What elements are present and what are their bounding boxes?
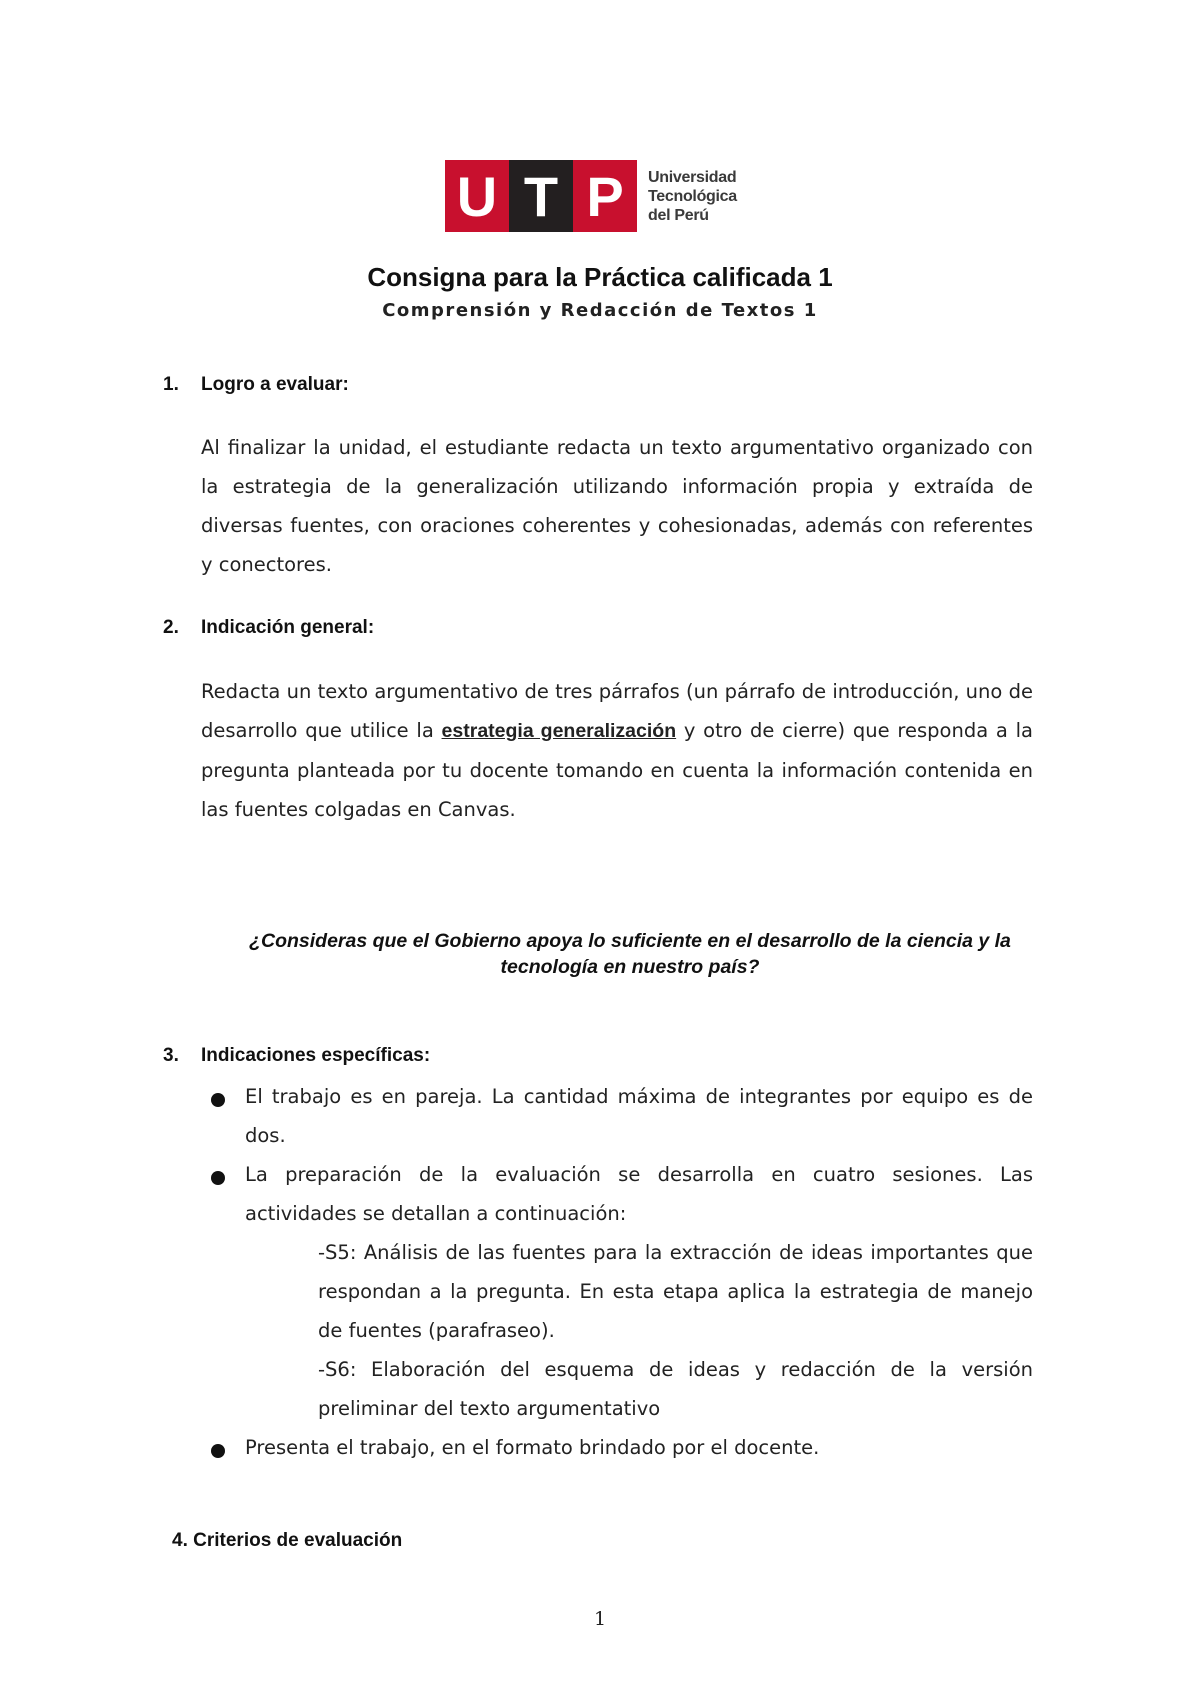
- section-2-heading: [163, 617, 374, 639]
- logo-text-line-2: Tecnológica: [648, 187, 737, 205]
- logo-letters: [445, 160, 637, 232]
- section-3-title: Indicaciones específicas:: [201, 1045, 431, 1066]
- document-subtitle: Comprensión y Redacción de Textos 1: [382, 300, 818, 321]
- section-4-heading: [172, 1530, 402, 1552]
- section-2-body-end: y otro de cierre) que responda a la pregunta planteada por tu docente tomando en cuenta la información contenida en las fuentes colgadas en Canvas.: [201, 719, 1033, 821]
- document-title: Consigna para la Práctica calificada 1: [367, 262, 833, 292]
- page-number: 1: [593, 1608, 607, 1630]
- logo-text-line-3: del Perú: [648, 206, 709, 224]
- logo-wordmark: [648, 168, 737, 225]
- utp-logo: [445, 160, 737, 232]
- logo-letter-p: P: [573, 160, 637, 232]
- section-1-number: 1.: [163, 374, 179, 395]
- sub-item-s5: -S5: Análisis de las fuentes para la extracción de ideas importantes que respondan a la pregunta. En esta etapa aplica la estrategia de manejo de fuentes (parafraseo).: [318, 1241, 1033, 1342]
- section-3-heading: [163, 1045, 430, 1067]
- section-1-body: Al finalizar la unidad, el estudiante redacta un texto argumentativo organizado con la estrategia de la generalización utilizando información propia y extraída de diversas fuentes, con oraciones coherentes y cohesionadas, además con referentes y conectores.: [201, 436, 1033, 576]
- section-3-number: 3.: [163, 1045, 179, 1066]
- section-1-title: Logro a evaluar:: [201, 374, 349, 395]
- logo-letter-u: U: [445, 160, 509, 232]
- bullet-item-2: La preparación de la evaluación se desarrolla en cuatro sesiones. Las actividades se detallan a continuación:: [245, 1163, 1033, 1225]
- section-2-body-emphasis: estrategia generalización: [441, 720, 677, 742]
- logo-letter-t: T: [509, 160, 573, 232]
- section-2-title: Indicación general:: [201, 617, 375, 638]
- bullet-dot: [211, 1444, 225, 1458]
- section-2-number: 2.: [163, 617, 179, 638]
- bullet-item-3: Presenta el trabajo, en el formato brindado por el docente.: [245, 1436, 820, 1459]
- sub-item-s6: -S6: Elaboración del esquema de ideas y redacción de la versión preliminar del texto argumentativo: [318, 1358, 1033, 1420]
- section-4-number: 4.: [172, 1530, 188, 1551]
- bullet-dot: [211, 1171, 225, 1185]
- guiding-question: ¿Consideras que el Gobierno apoya lo suficiente en el desarrollo de la ciencia y la tecnología en nuestro país?: [249, 930, 1011, 978]
- bullet-item-1: El trabajo es en pareja. La cantidad máxima de integrantes por equipo es de dos.: [245, 1085, 1033, 1147]
- section-4-title: Criterios de evaluación: [193, 1530, 403, 1551]
- logo-text-line-1: Universidad: [648, 168, 737, 186]
- section-2-body: [201, 672, 1033, 829]
- section-1-heading: [163, 374, 349, 396]
- bullet-dot: [211, 1093, 225, 1107]
- section-2-body-start: Redacta un texto argumentativo de tres párrafos (un párrafo de introducción, uno de desarrollo que utilice la: [201, 680, 1033, 742]
